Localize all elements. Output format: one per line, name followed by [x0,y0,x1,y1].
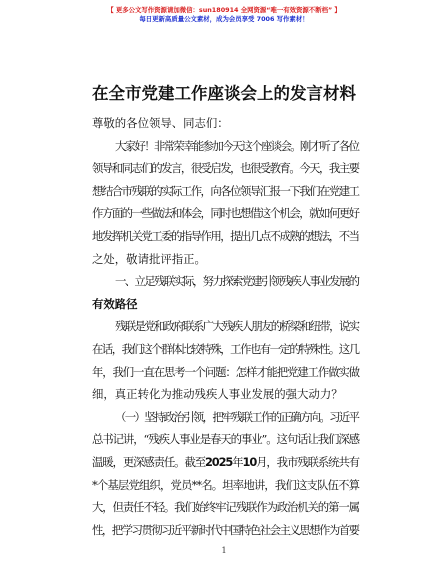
paragraph-2-line: 残联是党和政府联系广大残疾人朋友的桥梁和纽带，说实 [115,319,359,334]
month-number: 10 [242,454,257,469]
text-segment: 温暖，更深感责任。截至 [92,454,205,469]
promo-banner-line1: 【 更多公文写作资源请加微信：sun180914 全网资源“唯一有效资源不断档” 】 [107,6,341,14]
paragraph-1-line: 想结合市残联的实际工作，向各位领导汇报一下我们在党建工 [92,183,359,198]
paragraph-3-line: 大，但责任不轻。我们始终牢记残联作为政治机关的第一属 [92,500,359,515]
document-title: 在全市党建工作座谈会上的发言材料 [92,84,356,103]
paragraph-1-line: 之处，敬请批评指正。 [92,251,206,266]
paragraph-1-line: 大家好！非常荣幸能参加今天这个座谈会。刚才听了各位 [115,138,359,153]
paragraph-3-line: （一）坚持政治引领，把牢残联工作的正确方向。习近平 [115,409,359,424]
paragraph-2-line: 细，真正转化为推动残疾人事业发展的强大动力？ [92,387,343,402]
text-segment: 月，我市残联系统共有 [256,454,359,469]
promo-banner-line2: 每日更新高质量公文素材，成为会员享受 7006 写作素材！ [139,14,309,23]
paragraph-1-line: 地发挥机关党工委的指导作用，提出几点不成熟的想法，不当 [92,228,359,243]
paragraph-2-line: 在话，我们这个群体比较特殊，工作也有一定的特殊性。这几 [92,341,359,356]
paragraph-2-line: 年，我们一直在思考一个问题：怎样才能把党建工作做实做 [92,364,359,379]
text-segment: 年 [232,454,243,469]
paragraph-1-line: 作方面的一些做法和体会，同时也想借这个机会，就如何更好 [92,206,359,221]
page-number: 1 [221,546,227,555]
paragraph-1-line: 领导和同志们的发言，很受启发，也很受教育。今天，我主要 [92,161,359,176]
promo-banner [0,6,448,23]
section-heading-1: 一、立足残联实际，努力探索党建引领残疾人事业发展的 [115,274,359,289]
paragraph-3-line: 总书记讲，“残疾人事业是春天的事业”。这句话让我们深感 [92,432,359,447]
year-number: 2025 [205,454,233,469]
section-heading-1-continued: 有效路径 [92,296,138,311]
paragraph-3-line: *个基层党组织，党员**名。坦率地讲，我们这支队伍不算 [92,477,360,492]
paragraph-3-line: 性，把学习贯彻习近平新时代中国特色社会主义思想作为首要 [92,522,359,537]
paragraph-3-line [92,451,360,474]
salutation: 尊敬的各位领导、同志们： [92,116,229,130]
document-body [92,112,360,541]
